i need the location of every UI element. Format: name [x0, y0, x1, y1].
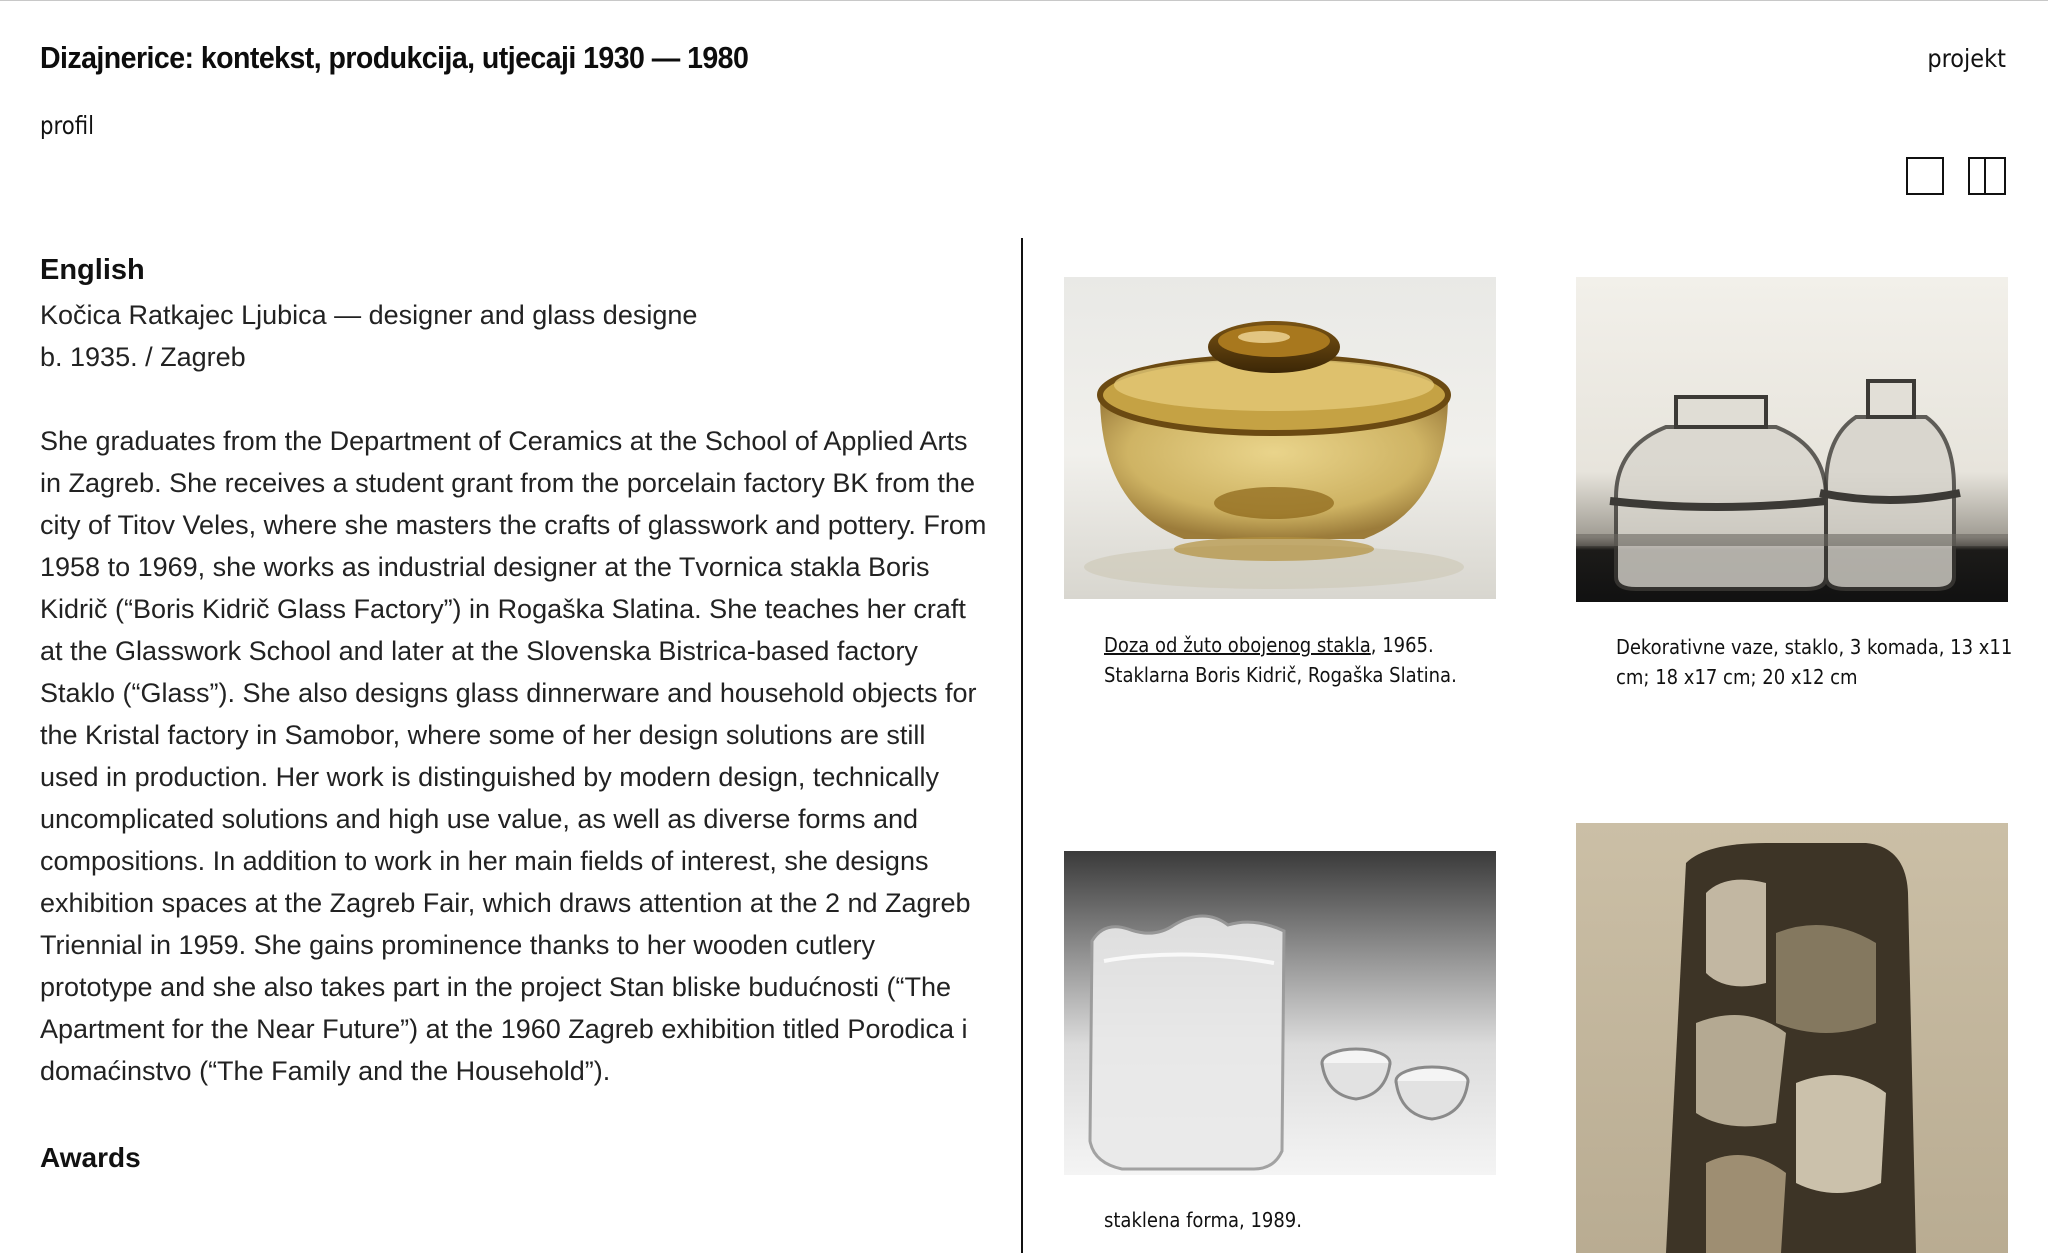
biography-paragraph: She graduates from the Department of Ceramics at the School of Applied Arts in Zagreb. She receives a student grant from the porcelain factory BK from the city of Titov Veles, where she masters the crafts of glasswork and pottery. From 1958 to 1969, she works as industrial designer at the Tvornica stakla Boris Kidrič (“Boris Kidrič Glass Factory”) in Rogaška Slatina. She teaches her craft at the Glasswork School and later at the Slovenska Bistrica-based factory Staklo (“Glass”). She also designs glass dinnerware and household objects for the Kristal factory in Samobor, where some of her design solutions are still used in production. Her work is distinguished by modern design, technically uncomplicated solutions and high use value, as well as diverse forms and compositions. In addition to work in her main fields of interest, she designs exhibition spaces at the Zagreb Fair, which draws attention at the 2 nd Zagreb Triennial in 1959. She gains prominence thanks to her wooden cutlery prototype and she also takes part in the project Stan bliske budućnosti (“The Apartment for the Near Future”) at the 1960 Zagreb exhibition titled Porodica i domaćinstvo (“The Family and the Household”).	[40, 426, 987, 1086]
gallery-image-amber-bowl[interactable]	[1064, 277, 1496, 599]
awards-heading: Awards	[40, 1142, 141, 1173]
column-divider	[1021, 238, 1023, 1253]
caption-link[interactable]: Doza od žuto obojenog stakla	[1104, 633, 1371, 657]
split-view-icon[interactable]	[1968, 157, 2006, 195]
caption-glass-form	[1104, 1205, 1504, 1235]
top-border	[0, 0, 2048, 1]
split-divider	[1984, 159, 1986, 193]
caption-decorative-vases	[1616, 632, 2016, 692]
glass-sculpture-illustration	[1576, 823, 2008, 1253]
vases-illustration	[1576, 277, 2008, 602]
glass-form-illustration	[1064, 851, 1496, 1175]
caption-text: staklena forma, 1989.	[1104, 1208, 1302, 1232]
nav-link-projekt[interactable]: projekt	[1927, 44, 2006, 73]
amber-bowl-illustration	[1064, 277, 1496, 599]
caption-text: Dekorativne vaze, staklo, 3 komada, 13 x11 cm; 18 x17 cm; 20 x12 cm	[1616, 635, 2013, 689]
caption-amber-bowl	[1104, 630, 1504, 690]
profile-text-column	[40, 246, 990, 1182]
profile-birth-line: b. 1935. / Zagreb	[40, 342, 246, 372]
gallery-image-decorative-vases[interactable]	[1576, 277, 2008, 602]
gallery-image-glass-sculpture[interactable]	[1576, 823, 2008, 1253]
nav-link-profil[interactable]: profil	[40, 111, 95, 140]
language-heading: English	[40, 254, 145, 286]
single-view-icon[interactable]	[1906, 157, 1944, 195]
caption-text: , 1965. Staklarna Boris Kidrič, Rogaška Slatina.	[1104, 633, 1457, 687]
gallery-image-glass-form[interactable]	[1064, 851, 1496, 1175]
site-title[interactable]: Dizajnerice: kontekst, produkcija, utjecaji 1930 — 1980	[40, 40, 749, 75]
profile-name-line: Kočica Ratkajec Ljubica — designer and glass designe	[40, 300, 698, 330]
